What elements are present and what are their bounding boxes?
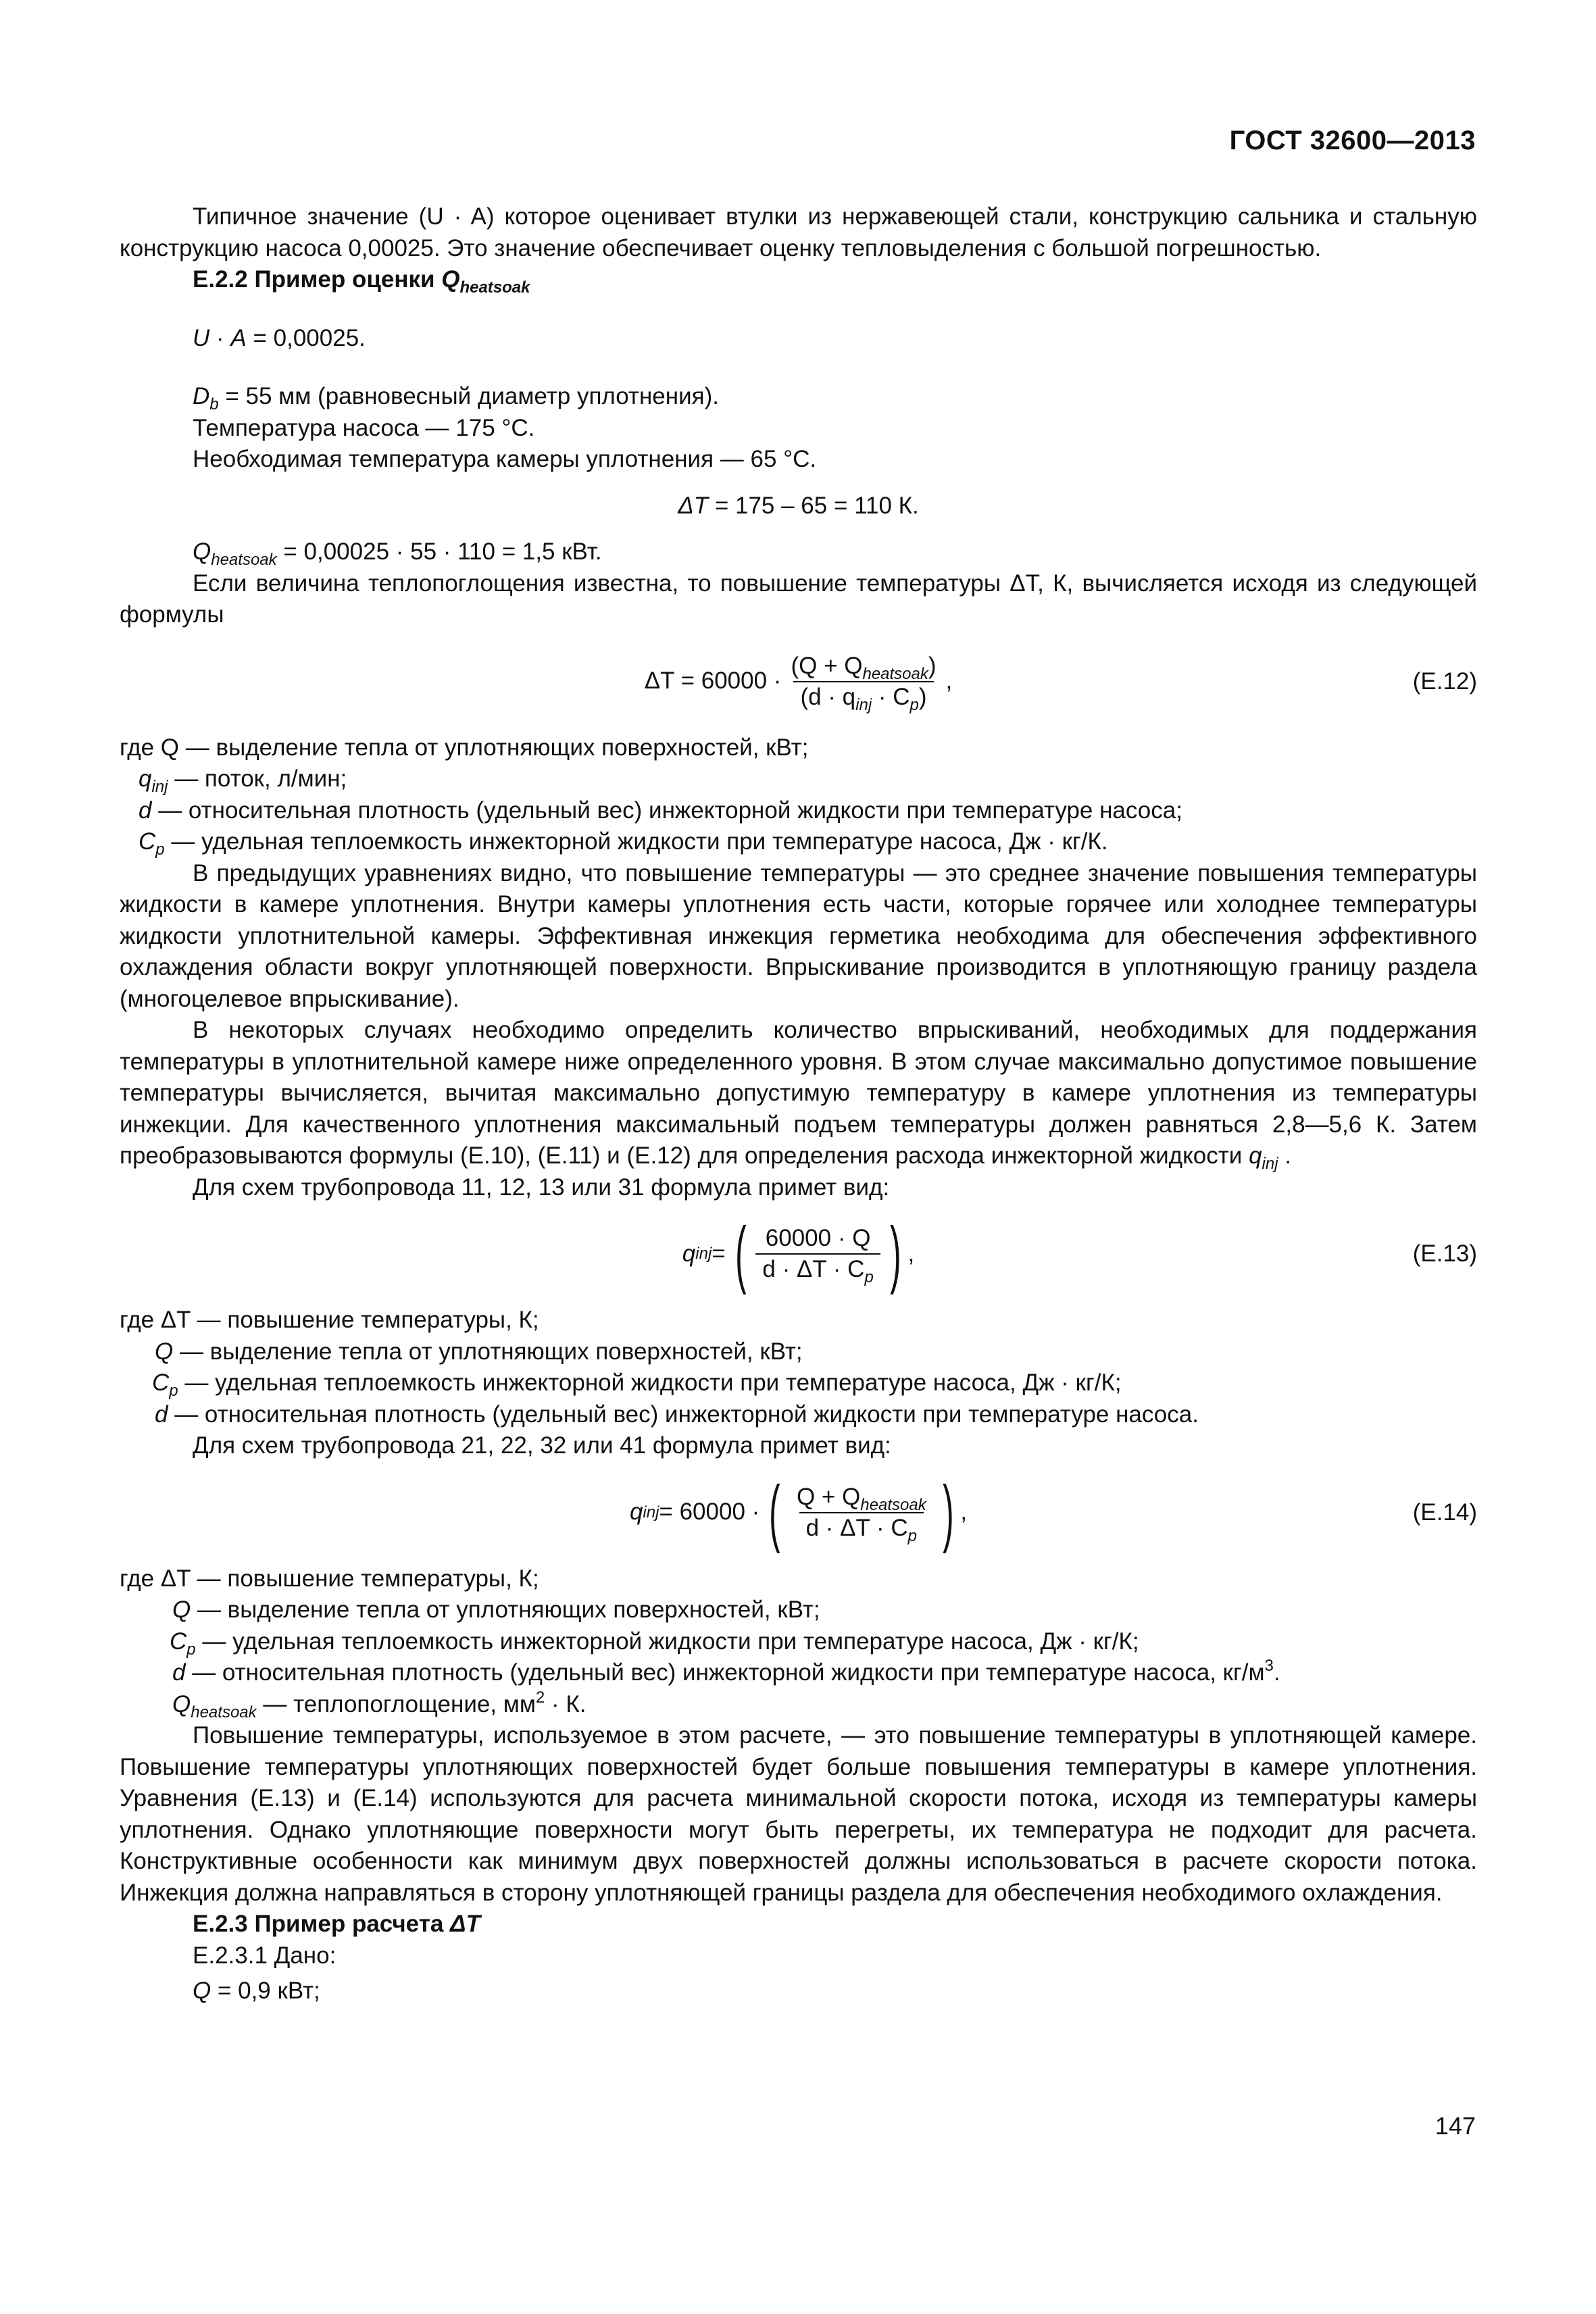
q-heatsoak-value: $Q_{heatsoak} = 0,00025 \cdot 55 \cdot 110 = 1,5$ кВт. [193,538,602,569]
definition-item: d — относительная плотность (удельный вес) инжекторной жидкости при температуре насоса, $кг/м^3$. [172,1657,1280,1686]
subsection-e231: Е.2.3.1 Дано: [193,1942,336,1969]
definition-item: где ΔT — повышение температуры, К; [120,1565,539,1592]
definition-item: $q_{inj}$ — поток, л/мин; [139,765,347,796]
definition-item: где Q — выделение тепла от уплотняющих поверхностей, кВт; [120,734,809,761]
section-heading-e22: Е.2.2 Пример оценки $Q_{heatsoak}$ [193,266,530,297]
page-content [120,201,1477,2007]
definition-item: $C_p$ — удельная теплоемкость инжекторной жидкости при температуре насоса, Дж · кг/К; [152,1369,1122,1400]
definition-item: d — относительная плотность (удельный вес) инжекторной жидкости при температуре насоса; [139,797,1182,824]
pump-temperature: Температура насоса — 175 °С. [193,414,535,441]
definitions-e13 [120,1305,1477,1430]
paragraph-if-known: Если величина теплопоглощения известна, то повышение температуры ΔT, К, вычисляется исходя из следующей формулы [120,570,1477,628]
db-value: $D_b = 55$ мм (равновесный диаметр уплотнения). [193,383,719,413]
equation-label-e14: (Е.14) [1412,1499,1477,1526]
delta-t-equation: ΔT = 175 – 65 = 110 К. [678,492,919,519]
definition-item: Q — выделение тепла от уплотняющих поверхностей, кВт; [155,1338,803,1365]
definition-item: $C_p$ — удельная теплоемкость инжекторной жидкости при температуре насоса, Дж · кг/К; [170,1628,1139,1659]
equation-e13: q inj = ( $\frac{60000 \cdot Q}{d \cdot \Delta T \cdot C_p}$ ) , (Е.13) [682,1212,1477,1295]
ua-value: U · A = 0,00025. [193,324,366,351]
paragraph-schemes-1: Для схем трубопровода 11, 12, 13 или 31 формула примет вид: [193,1174,890,1201]
paragraph-typical-value: Типичное значение (U · A) которое оценивает втулки из нержавеющей стали, конструкцию сальника и стальную конструкцию насоса 0,00025. Это значение обеспечивает оценку тепловыделения с большой погрешностью. [120,203,1477,261]
definition-item: $Q_{heatsoak}$ — теплопоглощение, $мм^2 \cdot К$. [172,1688,587,1721]
q-given-value: Q = 0,9 кВт; [193,1978,320,2004]
definitions-e14 [120,1563,1477,1721]
paragraph-previous-equations: В предыдущих уравнениях видно, что повышение температуры — это среднее значение повышения температуры жидкости в камере уплотнения. Внутри камеры уплотнения есть части, которые горячее или холоднее температуры жидкости уплотнительной камеры. Эффективная инжекция герметика необходима для обеспечения эффективного охлаждения области вокруг уплотняющей поверхности. Впрыскивание производится в уплотняющую границу раздела (многоцелевое впрыскивание). [120,859,1477,1012]
equation-e14: q inj = 60000 · ( $\frac{Q + Q_{heatsoak}}{d \cdot \Delta T \cdot C_p}$ ) , (Е.14) [629,1470,1477,1554]
definitions-e12 [120,732,1477,858]
paragraph-temperature-rise: Повышение температуры, используемое в этом расчете, — это повышение температуры в уплотняющей камере. Повышение температуры уплотняющих поверхностей будет больше повышения температуры в камере уплотнения. Уравнения (Е.13) и (Е.14) используются для расчета минимальной скорости потока, исходя из температуры камеры уплотнения. Однако уплотняющие поверхности могут быть перегреты, их температура не подходит для расчета. Конструктивные особенности как минимум двух поверхностей должны использоваться в расчете скорости потока. Инжекция должна направляться в сторону уплотняющей границы раздела для обеспечения необходимого охлаждения. [120,1722,1477,1906]
section-heading-e23: Е.2.3 Пример расчета ΔT [193,1911,480,1937]
chamber-temperature: Необходимая температура камеры уплотнения — 65 °С. [193,446,817,472]
definition-item: $C_p$ — удельная теплоемкость инжекторной жидкости при температуре насоса, Дж · кг/К. [139,828,1108,859]
paragraph-schemes-2: Для схем трубопровода 21, 22, 32 или 41 формула примет вид: [193,1432,891,1459]
paragraph-some-cases: В некоторых случаях необходимо определить количество впрыскиваний, необходимых для поддержания температуры в уплотнительной камере ниже определенного уровня. В этом случае максимально допустимое повышение температуры вычисляется, вычитая максимально допустимую температуру в камере уплотнения из температуры инжекции. Для качественного уплотнения максимальный подъем температуры должен равняться 2,8—5,6 К. Затем преобразовываются формулы (Е.10), (Е.11) и (Е.12) для определения расхода инжекторной жидкости $q_{inj}$ . [120,1017,1477,1173]
definition-item: Q — выделение тепла от уплотняющих поверхностей, кВт; [172,1596,820,1623]
equation-e12: ΔT = 60000 · $\frac{(Q + Q_{heatsoak})}{(d \cdot q_{inj} \cdot C_p)}$ , (Е.12) [644,652,1477,714]
equation-label-e13: (Е.13) [1412,1240,1477,1267]
fraction-e12: $\frac{(Q + Q_{heatsoak})}{(d \cdot q_{inj} \cdot C_p)}$ [791,652,937,714]
definition-item: d — относительная плотность (удельный вес) инжекторной жидкости при температуре насоса. [155,1401,1199,1428]
definition-item: где ΔT — повышение температуры, К; [120,1307,539,1333]
fraction-e14: $\frac{Q + Q_{heatsoak}}{d \cdot \Delta T \cdot C_p}$ [796,1483,926,1545]
document-header: ГОСТ 32600—2013 [1229,126,1476,155]
page-number: 147 [1435,2112,1476,2140]
fraction-e13: $\frac{60000 \cdot Q}{d \cdot \Delta T \cdot C_p}$ [755,1224,880,1284]
equation-label-e12: (Е.12) [1412,668,1477,695]
